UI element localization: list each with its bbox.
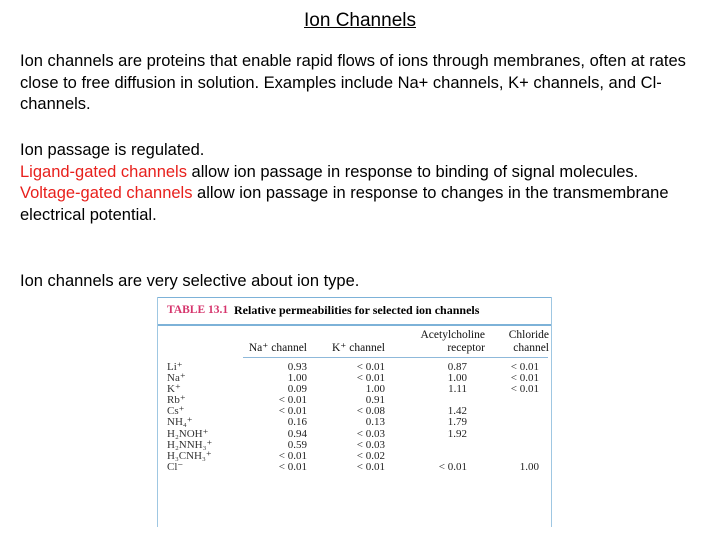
value-cell: 0.13: [365, 416, 385, 429]
value-cell: 1.00: [365, 383, 385, 396]
value-cell: [385, 440, 467, 451]
column-header-k: K⁺ channel: [331, 342, 385, 354]
table-row: [158, 462, 539, 473]
intro-paragraph: Ion channels are proteins that enable rapid flows of ions through membranes, often at rates close to free diffusion in solution. Examples include Na+ channels, K+ channels, and Cl- channels.: [20, 52, 686, 113]
permeability-table: [157, 297, 552, 527]
ion-cell: Li⁺: [167, 361, 183, 373]
ion-cell: Na⁺: [167, 372, 186, 385]
table-row: [158, 440, 539, 451]
table-row: [158, 406, 539, 417]
value-cell: < 0.01: [510, 361, 539, 373]
ion-cell: Cl⁻: [167, 460, 184, 473]
value-cell: 0.59: [287, 438, 307, 451]
value-cell: < 0.01: [438, 460, 467, 473]
value-cell: 1.92: [447, 427, 467, 440]
table-body: [158, 362, 539, 473]
value-cell: 1.00: [519, 460, 539, 473]
table-row: [158, 417, 539, 428]
table-row: [158, 395, 539, 406]
value-cell: 0.16: [287, 416, 307, 429]
table-caption: Relative permeabilities for selected ion channels: [234, 303, 480, 317]
value-cell: [467, 429, 539, 440]
value-cell: 0.87: [447, 361, 467, 373]
column-header-na: Na⁺ channel: [248, 342, 307, 354]
ion-cell: H₃CNH₃⁺: [167, 449, 212, 462]
value-cell: < 0.01: [278, 460, 307, 473]
table-row: [158, 384, 539, 395]
value-cell: [467, 417, 539, 428]
table-row: [158, 451, 539, 462]
column-header-chloride: Chloride channel: [508, 329, 549, 354]
value-cell: 1.00: [447, 372, 467, 385]
value-cell: < 0.03: [356, 438, 385, 451]
value-cell: 1.00: [287, 372, 307, 385]
table-row: [158, 373, 539, 384]
ion-cell: NH₄⁺: [167, 416, 193, 429]
table-header-bar: [158, 297, 551, 326]
page-title: Ion Channels: [304, 10, 416, 31]
value-cell: < 0.01: [510, 372, 539, 385]
voltage-gated-term: Voltage-gated channels: [20, 184, 193, 202]
header-rule: [243, 357, 548, 358]
selectivity-paragraph: Ion channels are very selective about ion type.: [20, 272, 360, 290]
table-row: [158, 429, 539, 440]
value-cell: 0.94: [287, 427, 307, 440]
value-cell: 1.11: [448, 383, 467, 396]
regulation-line: Ion passage is regulated.: [20, 141, 205, 159]
voltage-gated-text: allow ion passage in response to changes in the transmembrane electrical potential.: [20, 184, 669, 224]
table-row: [158, 362, 539, 373]
ion-cell: K⁺: [167, 383, 181, 396]
value-cell: < 0.01: [278, 449, 307, 462]
value-cell: < 0.03: [356, 427, 385, 440]
value-cell: < 0.01: [278, 405, 307, 418]
value-cell: < 0.01: [356, 460, 385, 473]
value-cell: < 0.08: [356, 405, 385, 418]
value-cell: 1.79: [447, 416, 467, 429]
value-cell: [467, 406, 539, 417]
column-header-acetylcholine: Acetylcholine receptor: [420, 329, 485, 354]
value-cell: [467, 395, 539, 406]
ion-cell: H₂NOH⁺: [167, 427, 209, 440]
ion-cell: H₂NNH₃⁺: [167, 438, 213, 451]
value-cell: < 0.01: [356, 372, 385, 385]
value-cell: 0.93: [287, 361, 307, 373]
value-cell: < 0.01: [510, 383, 539, 396]
value-cell: < 0.01: [356, 361, 385, 373]
ligand-gated-text: allow ion passage in response to binding of signal molecules.: [186, 162, 639, 181]
value-cell: [467, 440, 539, 451]
ligand-gated-term: Ligand-gated channels: [20, 162, 187, 181]
value-cell: 0.91: [365, 394, 385, 407]
value-cell: < 0.01: [278, 394, 307, 407]
table-number: TABLE 13.1: [167, 304, 229, 316]
value-cell: < 0.02: [356, 449, 385, 462]
value-cell: 1.42: [447, 405, 467, 418]
ion-cell: Cs⁺: [167, 405, 185, 418]
regulation-paragraph: [20, 140, 715, 226]
ion-cell: Rb⁺: [167, 394, 186, 407]
value-cell: 0.09: [287, 383, 307, 396]
